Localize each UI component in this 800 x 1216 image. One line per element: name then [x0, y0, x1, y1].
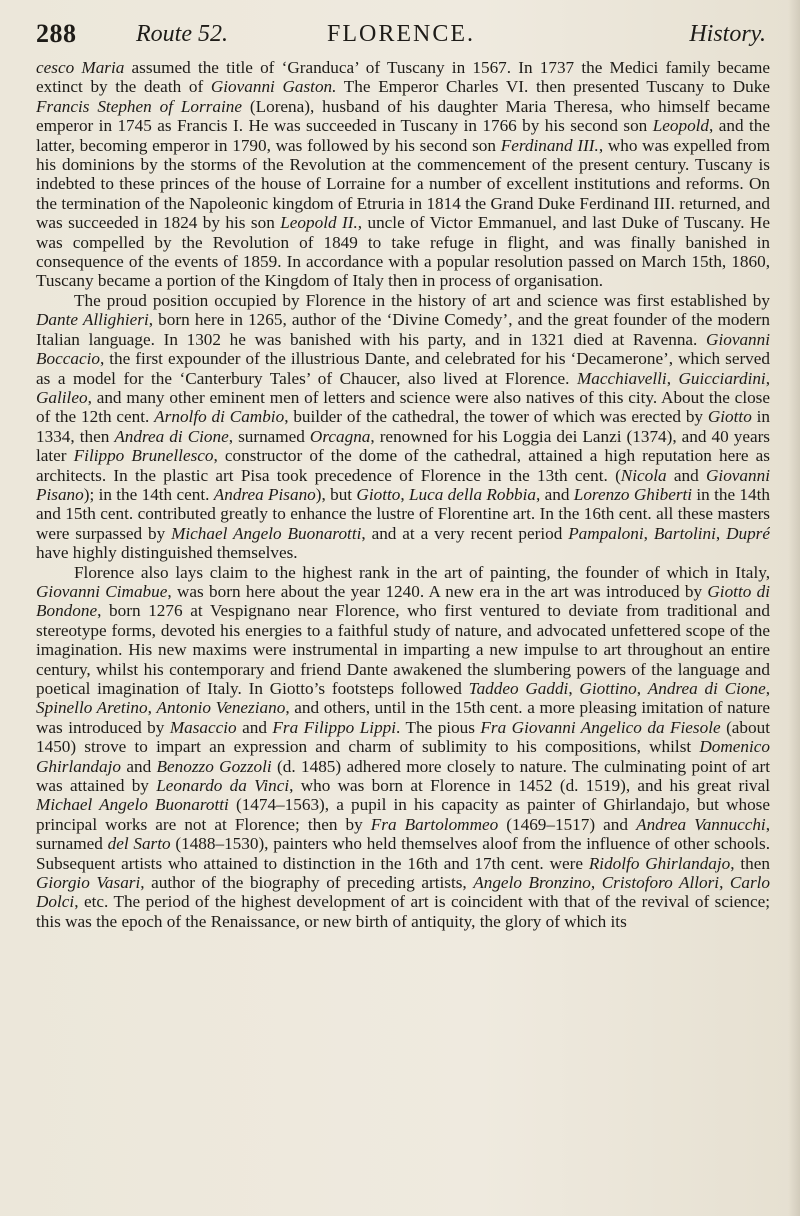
italic-name-run: cesco Maria [36, 58, 125, 77]
text-run: ); in the 14th cent. [83, 484, 214, 504]
italic-name-run: Andrea Pisano [213, 484, 316, 504]
text-run: in the 14th and 15th cent. contributed greatly to enhance the lustre of Florentine art. In the 16th cent. all these masters were surpassed by [36, 484, 770, 543]
paragraph-medici-lorraine [36, 58, 770, 291]
text-run: , was born here about the year 1240. A new era in the art was introduced by [167, 581, 708, 601]
italic-name-run: Angelo Bronzino [473, 873, 591, 893]
italic-name-run: Bartolini [653, 523, 716, 543]
italic-name-run: Giotto [707, 407, 752, 427]
page-gutter-shadow [788, 0, 800, 1216]
text-run: , constructor of the dome of the cathedral, attained a high reputation here as architects. In the plastic art Pisa took precedence of Florence in the 13th cent. ( [36, 446, 770, 485]
italic-name-run: Macchiavelli [576, 368, 667, 388]
section-label: History. [689, 21, 766, 47]
text-run: , and many other eminent men of letters and science were also natives of this city. About the close of the 12th cent. [36, 387, 770, 427]
italic-name-run: Giottino [579, 679, 637, 698]
italic-name-run: Filippo Brunellesco [73, 446, 214, 466]
text-run: , who was born at Florence in 1452 (d. 1519), and his great rival [289, 776, 770, 796]
italic-name-run: Fra Giovanni Angelico da Fiesole [480, 717, 721, 737]
text-run: The Emperor Charles VI. then presented Tuscany to Duke [336, 77, 770, 97]
italic-name-run: Giotto di Bondone [36, 581, 770, 621]
text-run: have highly distinguished themselves. [36, 543, 298, 563]
text-run: , and at a very recent period [361, 523, 569, 543]
text-run: The proud position occupied by Florence in the history of art and science was first established by [74, 290, 770, 310]
text-run: , author of the biography of preceding artists, [140, 873, 474, 893]
text-run: assumed the title of ‘Granduca’ of Tuscany in 1567. In 1737 the Medici family became extinct by the death of [36, 58, 770, 97]
italic-name-run: Fra Filippo Lippi [272, 717, 397, 737]
italic-name-run: Guicciardini [678, 368, 766, 388]
text-run: (1469–1517) and [498, 814, 637, 834]
text-run: , and others, until in the 15th cent. a more pleasing imitation of nature was introduced by [36, 698, 770, 737]
text-run: , [765, 679, 770, 698]
italic-name-run: Andrea Vannucchi [636, 814, 766, 834]
text-run: , who was expelled from his dominions by the storms of the Revolution at the commencement of the present century. Tuscany is indebted to these princes of the house of Lorraine for a number of excellent institutions and reforms. On the termination of the Napoleonic kingdom of Etruria in 1814 the Grand Duke Ferdinand III. returned, and was succeeded in 1824 by his son [36, 135, 770, 233]
text-run: , [636, 679, 648, 698]
italic-name-run: Leonardo da Vinci [156, 776, 290, 796]
text-run: , [568, 679, 580, 698]
italic-name-run: Dupré [726, 523, 770, 543]
running-head [36, 14, 766, 54]
italic-name-run: Luca della Robbia [408, 484, 537, 504]
italic-name-run: Giotto [356, 484, 401, 504]
text-run: , then [730, 853, 770, 873]
italic-name-run: Cristoforo Allori [601, 873, 720, 893]
text-run: , [147, 698, 157, 718]
text-run: , and the latter, becoming emperor in 1790, was followed by his second son [36, 116, 770, 155]
text-run: ), but [315, 484, 357, 504]
italic-name-run: Spinello Aretino [36, 698, 148, 718]
text-run: , builder of the cathedral, the tower of which was erected by [284, 407, 708, 427]
italic-name-run: Dante Allighieri [36, 310, 149, 330]
text-run: , [715, 523, 727, 543]
text-run: and [666, 465, 707, 485]
italic-name-run: Leopold [652, 116, 710, 136]
italic-name-run: Giovanni Pisano [36, 465, 770, 504]
italic-name-run: Francis Stephen of Lorraine [36, 96, 242, 116]
italic-name-run: Carlo Dolci [36, 873, 770, 912]
text-run: , [765, 368, 770, 388]
italic-name-run: Orcagna [309, 426, 371, 446]
text-run: . The pious [396, 717, 481, 737]
paragraph-art-and-science [36, 291, 770, 563]
italic-name-run: del Sarto [107, 834, 171, 854]
italic-name-run: Benozzo Gozzoli [156, 756, 272, 776]
italic-name-run: Michael Angelo Buonarotti [171, 523, 362, 543]
italic-name-run: Ferdinand III. [500, 135, 599, 155]
text-run: , [400, 484, 409, 504]
text-run: , born 1276 at Vespignano near Florence, who first ventured to deviate from traditional and stereotype forms, devoted his energies to a faithful study of nature, and advocated unfettered scope of the imagination. His new maxims were instrumental in imparting a new impulse to art throughout an entire century, whilst his contemporary and friend Dante awakened the slumbering powers of the language and poetical imagination of Italy. In Giotto’s footsteps followed [36, 601, 770, 698]
italic-name-run: Masaccio [169, 717, 237, 737]
text-run: , [666, 368, 679, 388]
text-run: , etc. The period of the highest development of art is coincident with that of the revival of science; this was the epoch of the Renaissance, or new birth of antiquity, the glory of which its [36, 892, 770, 931]
body-text [36, 58, 770, 1208]
paragraph-painting [36, 563, 770, 932]
italic-name-run: Nicola [620, 465, 667, 485]
city-title: FLORENCE. [326, 21, 475, 47]
text-run: , and [536, 484, 574, 504]
italic-name-run: Giovanni Gaston. [210, 77, 337, 97]
text-run: , the first expounder of the illustrious Dante, and celebrated for his ‘Decamerone’, which served as a model for the ‘Canterbury Tales’ of Chaucer, also lived at Florence. [36, 349, 770, 388]
text-run: , surnamed [36, 814, 770, 854]
italic-name-run: Domenico Ghirlandajo [36, 737, 770, 776]
text-run: Florence also lays claim to the highest rank in the art of painting, the founder of which in Italy, [74, 562, 770, 582]
text-run: (about 1450) strove to impart an expression and charm of sublimity to his compositions, whilst [36, 717, 770, 757]
italic-name-run: Giovanni Cimabue [36, 581, 168, 601]
text-run: (Lorena), husband of his daughter Maria Theresa, who himself became emperor in 1745 as Francis I. He was succeeded in Tuscany in 1766 by his second son [36, 96, 770, 136]
italic-name-run: Ridolfo Ghirlandajo [588, 853, 731, 873]
italic-name-run: Pampaloni [568, 523, 644, 543]
text-run: and [236, 717, 273, 737]
italic-name-run: Michael Angelo Buonarotti [36, 795, 229, 815]
text-run: , uncle of Victor Emmanuel, and last Duke of Tuscany. He was compelled by the Revolution of 1849 to take refuge in flight, and was finally banished in consequence of the events of 1859. In accordance with a popular resolution passed on March 15th, 1860, Tuscany became a portion of the Kingdom of Italy then in process of organisation. [36, 213, 770, 291]
text-run: , renowned for his Loggia dei Lanzi (1374), and 40 years later [36, 426, 770, 466]
text-run: , [590, 873, 602, 893]
italic-name-run: Fra Bartolommeo [370, 814, 499, 834]
text-run: , [719, 873, 730, 893]
italic-name-run: Andrea di Cione [647, 679, 766, 698]
italic-name-run: Giovanni Boccacio [36, 329, 770, 369]
text-run: in 1334, then [36, 407, 770, 446]
text-run: , born here in 1265, author of the ‘Divine Comedy’, and the great founder of the modern Italian language. In 1302 he was banished with his party, and in 1321 died at Ravenna. [36, 310, 770, 349]
italic-name-run: Arnolfo di Cambio [154, 407, 285, 427]
italic-name-run: Giorgio Vasari [36, 873, 141, 893]
text-run: (1474–1563), a pupil in his capacity as painter of Ghirlandajo, but whose principal works are not at Florence; then by [36, 795, 770, 834]
page-number: 288 [36, 19, 77, 48]
italic-name-run: Taddeo Gaddi [468, 679, 569, 698]
italic-name-run: Leopold II. [280, 213, 358, 233]
route-label: Route 52. [136, 21, 228, 47]
text-run: , [643, 523, 654, 543]
italic-name-run: Galileo [36, 387, 88, 407]
italic-name-run: Antonio Veneziano [156, 698, 286, 718]
text-run: and [121, 756, 157, 776]
italic-name-run: Andrea di Cione [114, 426, 229, 446]
text-run: (1488–1530), painters who held themselves aloof from the influence of other schools. Subsequent artists who attained to distinction in the 16th and 17th cent. were [36, 834, 770, 873]
text-run: (d. 1485) adhered more closely to nature. The culminating point of art was attained by [36, 756, 770, 796]
text-run: , surnamed [228, 426, 310, 446]
italic-name-run: Lorenzo Ghiberti [573, 484, 693, 504]
